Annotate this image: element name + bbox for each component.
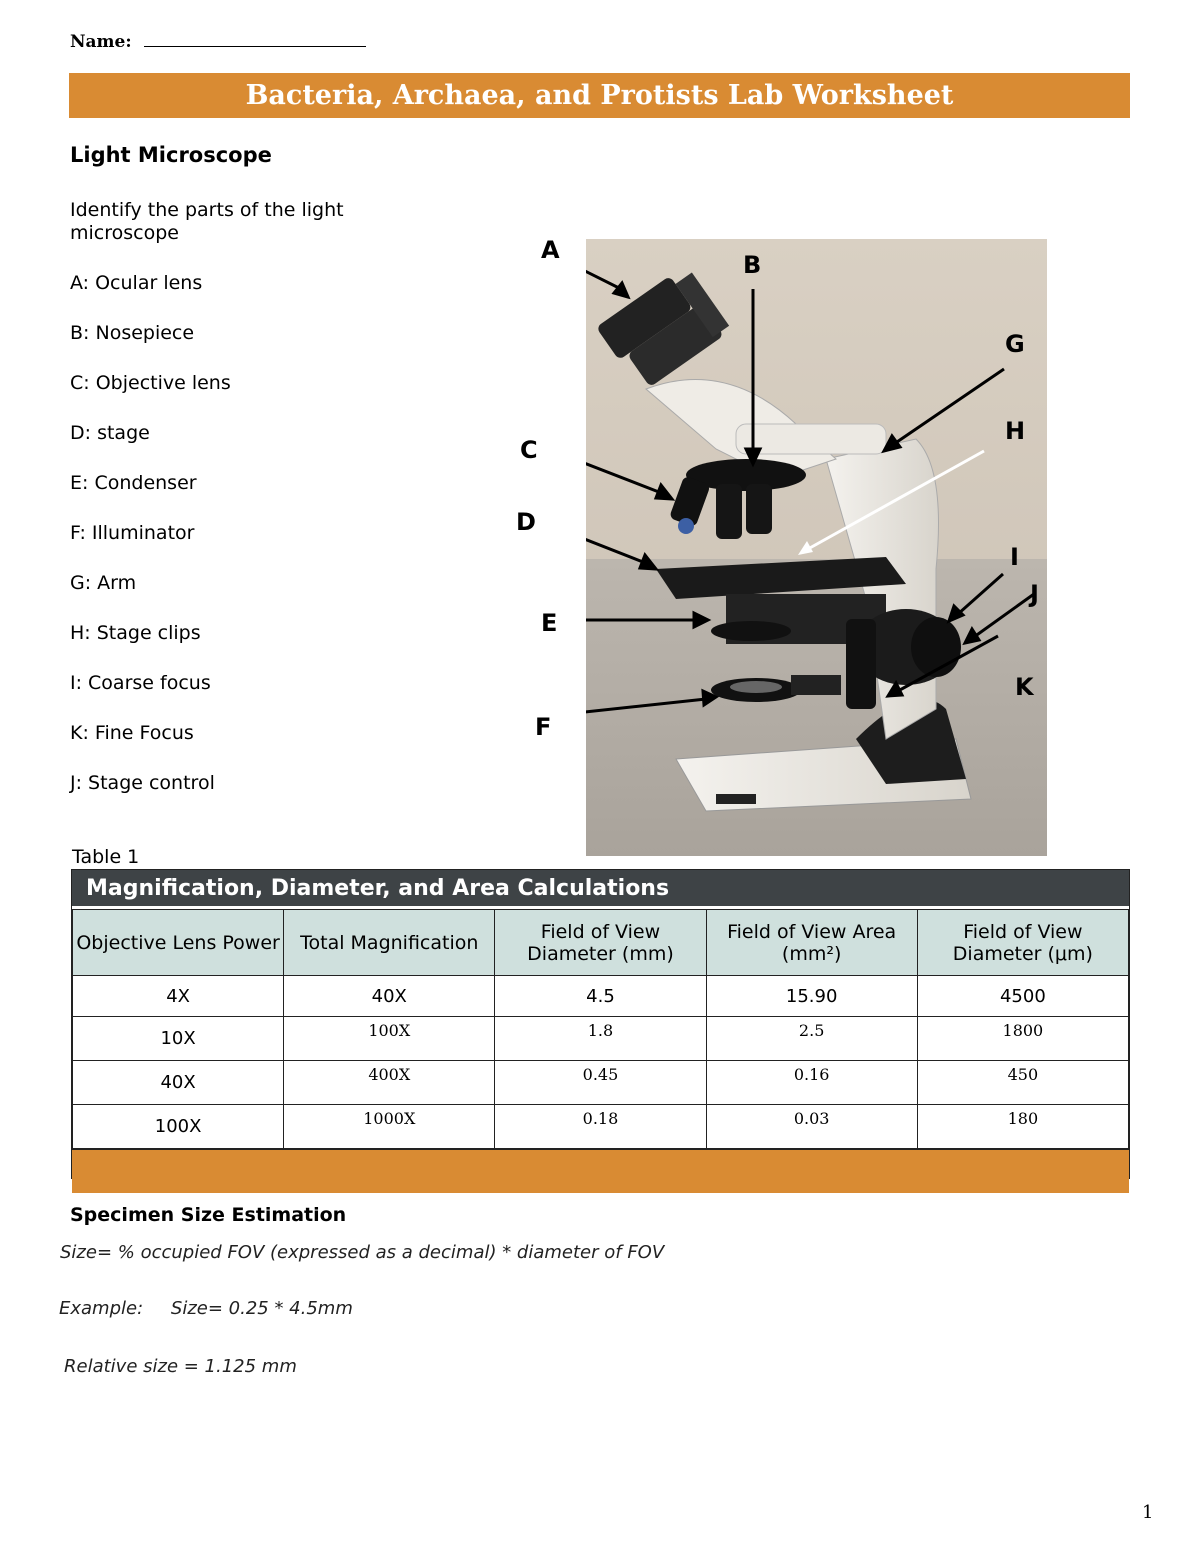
column-header: Total Magnification bbox=[284, 910, 495, 976]
table-cell: 0.16 bbox=[706, 1061, 917, 1105]
part-item: D: stage bbox=[70, 422, 150, 444]
photo-label-e: E bbox=[541, 609, 558, 637]
table-row bbox=[73, 976, 1129, 1017]
table-header-row bbox=[73, 910, 1129, 976]
part-item: K: Fine Focus bbox=[70, 722, 194, 744]
table-row bbox=[73, 1105, 1129, 1149]
example-text: Size= 0.25 * 4.5mm bbox=[170, 1298, 353, 1319]
photo-label-i: I bbox=[1010, 543, 1019, 571]
photo-label-g: G bbox=[1005, 330, 1025, 358]
table-title: Magnification, Diameter, and Area Calculations bbox=[72, 870, 1129, 906]
name-field bbox=[70, 32, 366, 52]
name-blank-line[interactable] bbox=[144, 32, 366, 47]
part-item: G: Arm bbox=[70, 572, 137, 594]
table-cell: 40X bbox=[284, 976, 495, 1017]
column-header: Field of View Area (mm²) bbox=[706, 910, 917, 976]
example-line bbox=[59, 1298, 353, 1319]
table-cell: 10X bbox=[73, 1017, 284, 1061]
table-cell: 0.45 bbox=[495, 1061, 706, 1105]
part-item: C: Objective lens bbox=[70, 372, 231, 394]
microscope-section-title: Light Microscope bbox=[70, 143, 272, 167]
microscope-instructions: Identify the parts of the light microscope bbox=[70, 199, 344, 244]
microscope-photo bbox=[586, 239, 1047, 856]
table-cell: 4.5 bbox=[495, 976, 706, 1017]
relative-size: Relative size = 1.125 mm bbox=[64, 1356, 297, 1377]
photo-label-h: H bbox=[1005, 417, 1026, 445]
part-item: I: Coarse focus bbox=[70, 672, 211, 694]
photo-label-b: B bbox=[743, 251, 762, 279]
part-item: E: Condenser bbox=[70, 472, 197, 494]
table-cell: 1800 bbox=[917, 1017, 1128, 1061]
table-cell: 1.8 bbox=[495, 1017, 706, 1061]
photo-label-f: F bbox=[535, 713, 552, 741]
microscope-parts-list bbox=[70, 271, 231, 821]
table-row bbox=[73, 1017, 1129, 1061]
part-item: H: Stage clips bbox=[70, 622, 201, 644]
column-header: Objective Lens Power bbox=[73, 910, 284, 976]
column-header: Field of View Diameter (μm) bbox=[917, 910, 1128, 976]
worksheet-title: Bacteria, Archaea, and Protists Lab Worksheet bbox=[69, 73, 1130, 118]
photo-label-d: D bbox=[516, 508, 536, 536]
table-cell: 1000X bbox=[284, 1105, 495, 1149]
table-cell: 400X bbox=[284, 1061, 495, 1105]
photo-label-c: C bbox=[520, 436, 538, 464]
table-cell: 100X bbox=[73, 1105, 284, 1149]
table-cell: 450 bbox=[917, 1061, 1128, 1105]
photo-label-a: A bbox=[541, 236, 560, 264]
specimen-section-title: Specimen Size Estimation bbox=[70, 1204, 347, 1226]
part-item: J: Stage control bbox=[70, 772, 215, 794]
table-footer-band bbox=[72, 1149, 1129, 1193]
example-label: Example: bbox=[59, 1298, 144, 1319]
table-row bbox=[73, 1061, 1129, 1105]
table-cell: 0.18 bbox=[495, 1105, 706, 1149]
table-cell: 40X bbox=[73, 1061, 284, 1105]
table-caption: Table 1 bbox=[72, 846, 140, 868]
table-cell: 2.5 bbox=[706, 1017, 917, 1061]
photo-label-k: K bbox=[1015, 673, 1034, 701]
part-item: F: Illuminator bbox=[70, 522, 195, 544]
table-cell: 180 bbox=[917, 1105, 1128, 1149]
column-header: Field of View Diameter (mm) bbox=[495, 910, 706, 976]
table-cell: 100X bbox=[284, 1017, 495, 1061]
page-number: 1 bbox=[1142, 1502, 1154, 1523]
name-label: Name: bbox=[70, 32, 132, 52]
table-cell: 15.90 bbox=[706, 976, 917, 1017]
part-item: B: Nosepiece bbox=[70, 322, 195, 344]
photo-label-j: J bbox=[1030, 580, 1039, 608]
table-cell: 4X bbox=[73, 976, 284, 1017]
size-formula: Size= % occupied FOV (expressed as a decimal) * diameter of FOV bbox=[60, 1242, 665, 1263]
magnification-table bbox=[71, 869, 1130, 1179]
data-table bbox=[72, 909, 1129, 1149]
part-item: A: Ocular lens bbox=[70, 272, 203, 294]
table-cell: 4500 bbox=[917, 976, 1128, 1017]
table-cell: 0.03 bbox=[706, 1105, 917, 1149]
